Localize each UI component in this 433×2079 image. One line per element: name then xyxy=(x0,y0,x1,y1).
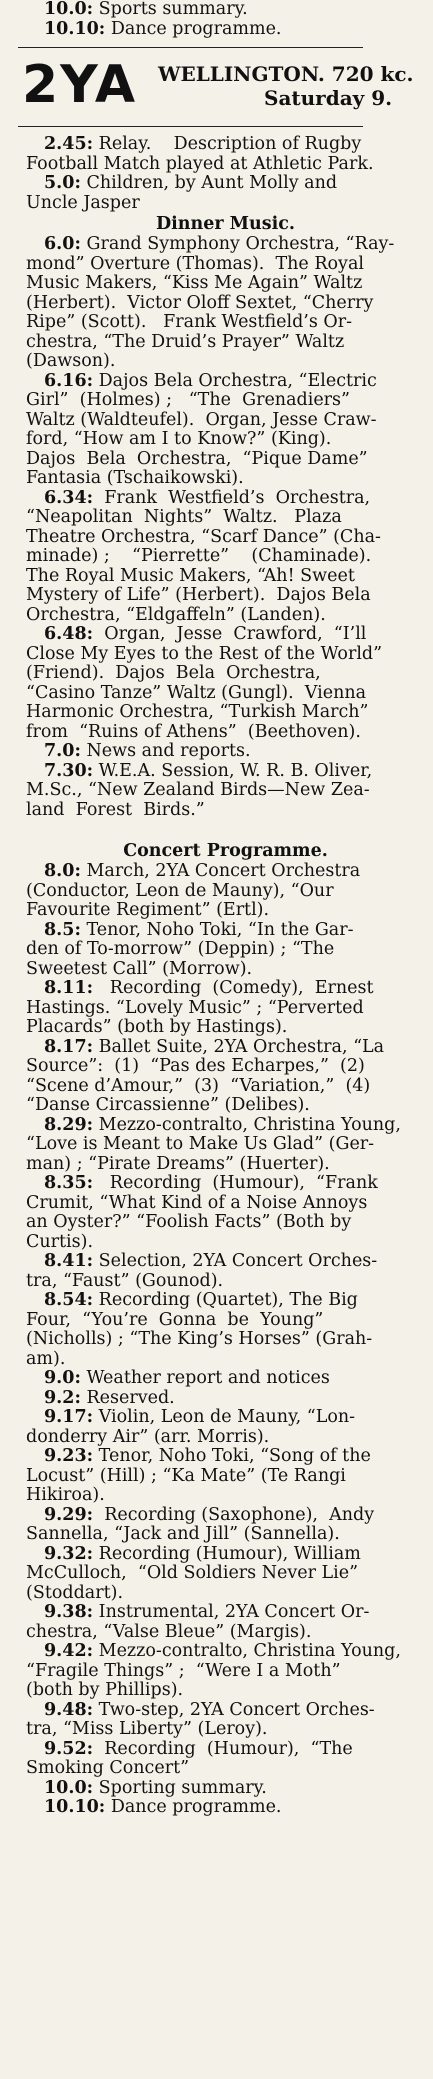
programme-text: Instrumental, 2YA Concert Or- xyxy=(93,1602,370,1622)
programme-text: “Fragile Things” ; “Were I a Moth” xyxy=(26,1660,341,1681)
programme-time: 10.0: xyxy=(44,1777,94,1798)
programme-text: land Forest Birds.” xyxy=(26,799,205,820)
programme-text: Selection, 2YA Concert Orches- xyxy=(93,1251,378,1271)
programme-line xyxy=(26,921,425,941)
programme-line xyxy=(26,255,425,275)
programme-text: den of To-morrow” (Deppin) ; “The xyxy=(26,939,335,959)
programme-line xyxy=(26,194,425,214)
programme-text: Recording (Humour), “Frank xyxy=(93,1173,378,1193)
programme-line xyxy=(26,1272,425,1292)
programme-time: 6.0: xyxy=(44,234,81,254)
programme-line xyxy=(26,1096,425,1116)
programme-text: (Stoddart). xyxy=(26,1582,124,1603)
programme-text: Waltz (Waldteufel). Organ, Jesse Craw- xyxy=(26,409,377,430)
programme-time: 9.48: xyxy=(44,1699,94,1720)
programme-line xyxy=(26,979,425,999)
programme-time: 9.17: xyxy=(44,1407,94,1427)
programme-line xyxy=(26,274,425,294)
programme-line xyxy=(26,1291,425,1311)
programme-line xyxy=(26,469,425,489)
programme-text: Recording (Comedy), Ernest xyxy=(93,978,374,998)
programme-text: Mystery of Life” (Herbert). Dajos Bela xyxy=(26,585,371,605)
programme-text: Uncle Jasper xyxy=(26,192,140,213)
programme-text: donderry Air” (arr. Morris). xyxy=(26,1426,270,1447)
programme-text: Recording (Quartet), The Big xyxy=(93,1290,358,1310)
programme-line xyxy=(26,174,425,194)
programme-text: Sports summary. xyxy=(93,0,248,19)
station-call-sign: 2YA xyxy=(22,55,138,115)
programme-time: 8.29: xyxy=(44,1114,94,1135)
programme-line xyxy=(26,135,425,155)
programme-line xyxy=(26,528,425,548)
programme-text: Recording (Humour), William xyxy=(93,1543,361,1564)
programme-text: tra, “Miss Liberty” (Leroy). xyxy=(26,1719,268,1739)
programme-text: Hastings. “Lovely Music” ; “Perverted xyxy=(26,997,364,1018)
programme-text: Sannella, “Jack and Jill” (Sannella). xyxy=(26,1524,340,1544)
programme-line xyxy=(26,1116,425,1136)
programme-text: tra, “Faust” (Gounod). xyxy=(26,1270,224,1291)
programme-text: Crumit, “What Kind of a Noise Annoys xyxy=(26,1192,368,1213)
programme-time: 6.16: xyxy=(44,370,94,391)
programme-text: Favourite Regiment” (Ertl). xyxy=(26,900,270,920)
programme-line xyxy=(26,1077,425,1097)
programme-text: Children, by Aunt Molly and xyxy=(80,173,338,193)
programme-text: Sweetest Call” (Morrow). xyxy=(26,958,253,979)
programme-time: 9.42: xyxy=(44,1641,94,1661)
programme-text: “Scene d’Amour,” (3) “Variation,” (4) xyxy=(26,1075,371,1096)
programme-time: 9.29: xyxy=(44,1504,94,1525)
programme-text: Dajos Bela Orchestra, “Pique Dame” xyxy=(26,448,368,469)
programme-text: Ripe” (Scott). Frank Westfield’s Or- xyxy=(26,312,353,332)
programme-line xyxy=(26,547,425,567)
programme-text: (Herbert). Victor Oloff Sextet, “Cherry xyxy=(26,292,374,313)
programme-time: 6.34: xyxy=(44,487,94,508)
programme-line xyxy=(26,1720,425,1740)
programme-line xyxy=(26,664,425,684)
programme-text: Dance programme. xyxy=(105,18,282,39)
programme-time: 6.48: xyxy=(44,624,94,644)
programme-line xyxy=(26,882,425,902)
programme-text: W.E.A. Session, W. R. B. Oliver, xyxy=(93,760,373,781)
programme-line xyxy=(26,1798,425,1818)
programme-line xyxy=(26,155,425,175)
programme-line xyxy=(26,1486,425,1506)
programme-text: ford, “How am I to Know?” (King). xyxy=(26,429,332,449)
divider xyxy=(18,126,363,127)
programme-line xyxy=(26,1759,425,1779)
programme-text: (Friend). Dajos Bela Orchestra, xyxy=(26,663,321,683)
dinner-music-section xyxy=(26,235,425,820)
programme-text: Weather report and notices xyxy=(80,1368,330,1388)
programme-text: (both by Phillips). xyxy=(26,1680,184,1700)
programme-text: Harmonic Orchestra, “Turkish March” xyxy=(26,702,369,722)
programme-text: Locust” (Hill) ; “Ka Mate” (Te Rangi xyxy=(26,1465,346,1486)
programme-text: Mezzo-contralto, Christina Young, xyxy=(93,1114,401,1135)
programme-time: 9.52: xyxy=(44,1738,94,1759)
programme-text: Tenor, Noho Toki, “In the Gar- xyxy=(80,919,354,940)
station-header xyxy=(22,55,425,118)
programme-text: chestra, “The Druid’s Prayer” Waltz xyxy=(26,331,345,352)
programme-line xyxy=(26,606,425,626)
programme-line xyxy=(26,1389,425,1409)
programme-line xyxy=(26,0,425,20)
programme-time: 8.17: xyxy=(44,1036,94,1057)
programme-text: (Nicholls) ; “The King’s Horses” (Grah- xyxy=(26,1329,373,1349)
programme-text: Theatre Orchestra, “Scarf Dance” (Cha- xyxy=(26,526,381,547)
programme-text: Smoking Concert” xyxy=(26,1758,190,1778)
programme-text: Placards” (both by Hastings). xyxy=(26,1017,288,1037)
programme-line xyxy=(26,801,425,821)
programme-text: News and reports. xyxy=(80,741,251,761)
programme-line xyxy=(26,1662,425,1682)
programme-text: March, 2YA Concert Orchestra xyxy=(80,861,361,881)
programme-text: Orchestra, “Eldgaffeln” (Landen). xyxy=(26,604,326,625)
programme-line xyxy=(26,1642,425,1662)
programme-line xyxy=(26,742,425,762)
programme-text: Reserved. xyxy=(80,1387,175,1408)
programme-time: 2.45: xyxy=(44,134,94,154)
programme-text: Recording (Saxophone), Andy xyxy=(93,1504,375,1525)
previous-station-tail xyxy=(26,0,425,39)
programme-text: “Danse Circassienne” (Delibes). xyxy=(26,1095,310,1115)
programme-text: Frank Westfield’s Orchestra, xyxy=(93,487,371,508)
programme-text: Hikiroa). xyxy=(26,1485,105,1505)
programme-line xyxy=(26,1525,425,1545)
programme-line xyxy=(26,940,425,960)
programme-line xyxy=(26,1623,425,1643)
programme-text: The Royal Music Makers, “Ah! Sweet xyxy=(26,565,355,586)
concert-programme-section xyxy=(26,862,425,1818)
programme-line xyxy=(26,862,425,882)
programme-line xyxy=(26,411,425,431)
station-day: Saturday 9. xyxy=(264,86,393,110)
programme-line xyxy=(26,333,425,353)
programme-line xyxy=(26,567,425,587)
dinner-music-heading: Dinner Music. xyxy=(155,214,296,234)
programme-line xyxy=(26,1740,425,1760)
programme-line xyxy=(26,1018,425,1038)
programme-line xyxy=(26,1408,425,1428)
programme-line xyxy=(26,1135,425,1155)
programme-time: 8.11: xyxy=(44,978,94,998)
programme-time: 8.35: xyxy=(44,1173,94,1193)
programme-text: Ballet Suite, 2YA Orchestra, “La xyxy=(93,1036,385,1057)
programme-line xyxy=(26,391,425,411)
programme-line xyxy=(26,372,425,392)
concert-programme-heading: Concert Programme. xyxy=(123,841,328,861)
programme-text: Music Makers, “Kiss Me Again” Waltz xyxy=(26,273,363,293)
programme-text: “Neapolitan Nights” Waltz. Plaza xyxy=(26,507,342,527)
programme-text: man) ; “Pirate Dreams” (Huerter). xyxy=(26,1153,330,1174)
programme-line xyxy=(26,1584,425,1604)
programme-line xyxy=(26,762,425,782)
programme-time: 5.0: xyxy=(44,173,81,193)
programme-line xyxy=(26,625,425,645)
programme-line xyxy=(26,1311,425,1331)
programme-time: 7.0: xyxy=(44,741,81,761)
programme-line xyxy=(26,450,425,470)
programme-text: from “Ruins of Athens” (Beethoven). xyxy=(26,721,361,742)
programme-text: Fantasia (Tschaikowski). xyxy=(26,468,244,488)
programme-time: 9.23: xyxy=(44,1446,94,1466)
programme-time: 7.30: xyxy=(44,760,94,781)
programme-text: M.Sc., “New Zealand Birds—New Zea- xyxy=(26,780,370,800)
programme-text: Grand Symphony Orchestra, “Ray- xyxy=(80,234,395,254)
programme-text: an Oyster?” “Foolish Facts” (Both by xyxy=(26,1212,352,1232)
programme-text: Sporting summary. xyxy=(93,1777,267,1798)
programme-time: 9.32: xyxy=(44,1543,94,1564)
programme-text: mond” Overture (Thomas). The Royal xyxy=(26,253,364,274)
programme-line xyxy=(26,20,425,40)
programme-line xyxy=(26,1681,425,1701)
divider xyxy=(18,47,363,48)
programme-line xyxy=(26,1233,425,1253)
programme-text: “Love is Meant to Make Us Glad” (Ger- xyxy=(26,1134,375,1154)
programme-line xyxy=(26,1038,425,1058)
programme-time: 10.10: xyxy=(44,18,106,39)
programme-line xyxy=(26,1369,425,1389)
programme-line xyxy=(26,1447,425,1467)
programme-line xyxy=(26,1155,425,1175)
programme-text: am). xyxy=(26,1348,66,1369)
programme-text: Violin, Leon de Mauny, “Lon- xyxy=(93,1407,356,1427)
programme-text: McCulloch, “Old Soldiers Never Lie” xyxy=(26,1563,359,1583)
programme-time: 8.0: xyxy=(44,861,81,881)
programme-line xyxy=(26,1506,425,1526)
programme-text: minade) ; “Pierrette” (Chaminade). xyxy=(26,546,372,566)
afternoon-section xyxy=(26,135,425,213)
programme-time: 9.2: xyxy=(44,1387,81,1408)
programme-line xyxy=(26,586,425,606)
programme-line xyxy=(26,313,425,333)
programme-text: Dajos Bela Orchestra, “Electric xyxy=(93,370,377,391)
programme-time: 9.0: xyxy=(44,1368,81,1388)
programme-text: Organ, Jesse Crawford, “I’ll xyxy=(93,624,367,644)
programme-text: Source”: (1) “Pas des Echarpes,” (2) xyxy=(26,1056,365,1076)
programme-line xyxy=(26,508,425,528)
programme-text: Four, “You’re Gonna be Young” xyxy=(26,1309,324,1330)
programme-text: Relay. Description of Rugby xyxy=(93,134,362,154)
programme-line xyxy=(26,352,425,372)
programme-line xyxy=(26,235,425,255)
programme-time: 8.5: xyxy=(44,919,81,940)
programme-text: Mezzo-contralto, Christina Young, xyxy=(93,1641,401,1661)
programme-line xyxy=(26,1330,425,1350)
programme-line xyxy=(26,684,425,704)
programme-line xyxy=(26,1545,425,1565)
programme-time: 9.38: xyxy=(44,1602,94,1622)
programme-line xyxy=(26,1603,425,1623)
programme-line xyxy=(26,1213,425,1233)
programme-line xyxy=(26,645,425,665)
programme-line xyxy=(26,1564,425,1584)
programme-line xyxy=(26,430,425,450)
programme-text: Recording (Humour), “The xyxy=(93,1738,353,1759)
programme-text: (Conductor, Leon de Mauny), “Our xyxy=(26,880,334,901)
programme-line xyxy=(26,1252,425,1272)
programme-text: Close My Eyes to the Rest of the World” xyxy=(26,643,383,664)
programme-line xyxy=(26,999,425,1019)
programme-time: 10.10: xyxy=(44,1797,106,1817)
programme-line xyxy=(26,1194,425,1214)
programme-line xyxy=(26,781,425,801)
programme-line xyxy=(26,703,425,723)
programme-line xyxy=(26,1467,425,1487)
programme-text: chestra, “Valse Bleue” (Margis). xyxy=(26,1621,312,1642)
programme-line xyxy=(26,1057,425,1077)
programme-line xyxy=(26,1174,425,1194)
programme-line xyxy=(26,901,425,921)
programme-text: (Dawson). xyxy=(26,351,116,371)
programme-line xyxy=(26,723,425,743)
programme-text: “Casino Tanze” Waltz (Gungl). Vienna xyxy=(26,682,367,703)
programme-line xyxy=(26,1779,425,1799)
programme-time: 8.54: xyxy=(44,1290,94,1310)
station-location: WELLINGTON. 720 kc. xyxy=(158,62,414,86)
programme-text: Tenor, Noho Toki, “Song of the xyxy=(93,1446,371,1466)
programme-line xyxy=(26,489,425,509)
programme-line xyxy=(26,294,425,314)
programme-line xyxy=(26,1428,425,1448)
programme-line xyxy=(26,960,425,980)
programme-text: Dance programme. xyxy=(105,1797,282,1817)
programme-text: Curtis). xyxy=(26,1231,94,1252)
programme-time: 10.0: xyxy=(44,0,94,19)
programme-text: Football Match played at Athletic Park. xyxy=(26,153,374,174)
programme-text: Girl” (Holmes) ; “The Grenadiers” xyxy=(26,390,350,410)
programme-time: 8.41: xyxy=(44,1251,94,1271)
programme-text: Two-step, 2YA Concert Orches- xyxy=(93,1699,375,1720)
programme-line xyxy=(26,1701,425,1721)
programme-line xyxy=(26,1350,425,1370)
